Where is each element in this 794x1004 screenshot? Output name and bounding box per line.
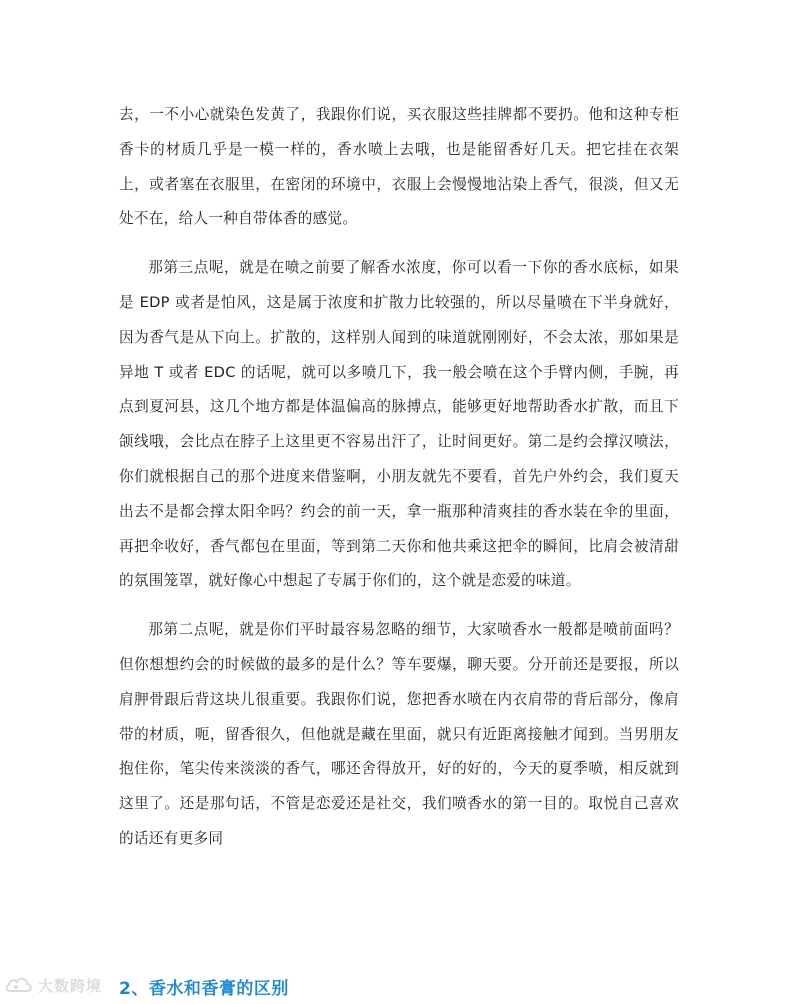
watermark — [4, 974, 102, 996]
watermark-text: 大数跨境 — [38, 976, 103, 995]
paragraph-1: 去，一不小心就染色发黄了，我跟你们说，买衣服这些挂牌都不要扔。他和这种专柜香卡的材质几乎是一模一样的，香水喷上去哦，也是能留香好几天。把它挂在衣架上，或者塞在衣服里，在密闭的环境中，衣服上会慢慢地沾染上香气，很淡，但又无处不在，给人一种自带体香的感觉。 — [119, 106, 679, 228]
section-heading: 2、香水和香膏的区别 — [119, 979, 289, 999]
cloud-logo-icon — [4, 974, 34, 996]
paragraph-3: 那第二点呢，就是你们平时最容易忽略的细节，大家喷香水一般都是喷前面吗？但你想想约会的时候做的最多的是什么？等车要爆，聊天要。分开前还是要报，所以肩胛骨跟后背这块儿很重要。我跟你们说，您把香水喷在内衣肩带的背后部分，像肩带的材质，呃，留香很久，但他就是藏在里面，就只有近距离接触才闻到。当男朋友抱住你，笔尖传来淡淡的香气，哪还舍得放开，好的好的，今天的夏季喷，相反就到这里了。还是那句话，不管是恋爱还是社交，我们喷香水的第一目的。取悦自己喜欢的话还有更多同 — [119, 621, 679, 847]
document-body — [119, 98, 679, 871]
paragraph-2: 那第三点呢，就是在喷之前要了解香水浓度，你可以看一下你的香水底标，如果是 EDP 或者是怕风，这是属于浓度和扩散力比较强的，所以尽量喷在下半身就好，因为香气是从下向上。扩散的，这样别人闻到的味道就刚刚好，不会太浓，那如果是异地 T 或者 EDC 的话呢，就可以多喷几下，我一般会喷在这个手臂内侧，手腕，再点到夏河县，这几个地方都是体温偏高的脉搏点，能够更好地帮助香水扩散，而且下颌线哦，会比点在脖子上这里更不容易出汗了，让时间更好。第二是约会撑汉喷法，你们就根据自己的那个进度来借鉴啊，小朋友就先不要看，首先户外约会，我们夏天出去不是都会撑太阳伞吗？约会的前一天，拿一瓶那种清爽挂的香水装在伞的里面，再把伞收好，香气都包在里面，等到第二天你和他共乘这把伞的瞬间，比肩会被清甜的氛围笼罩，就好像心中想起了专属于你们的，这个就是恋爱的味道。 — [119, 259, 679, 590]
